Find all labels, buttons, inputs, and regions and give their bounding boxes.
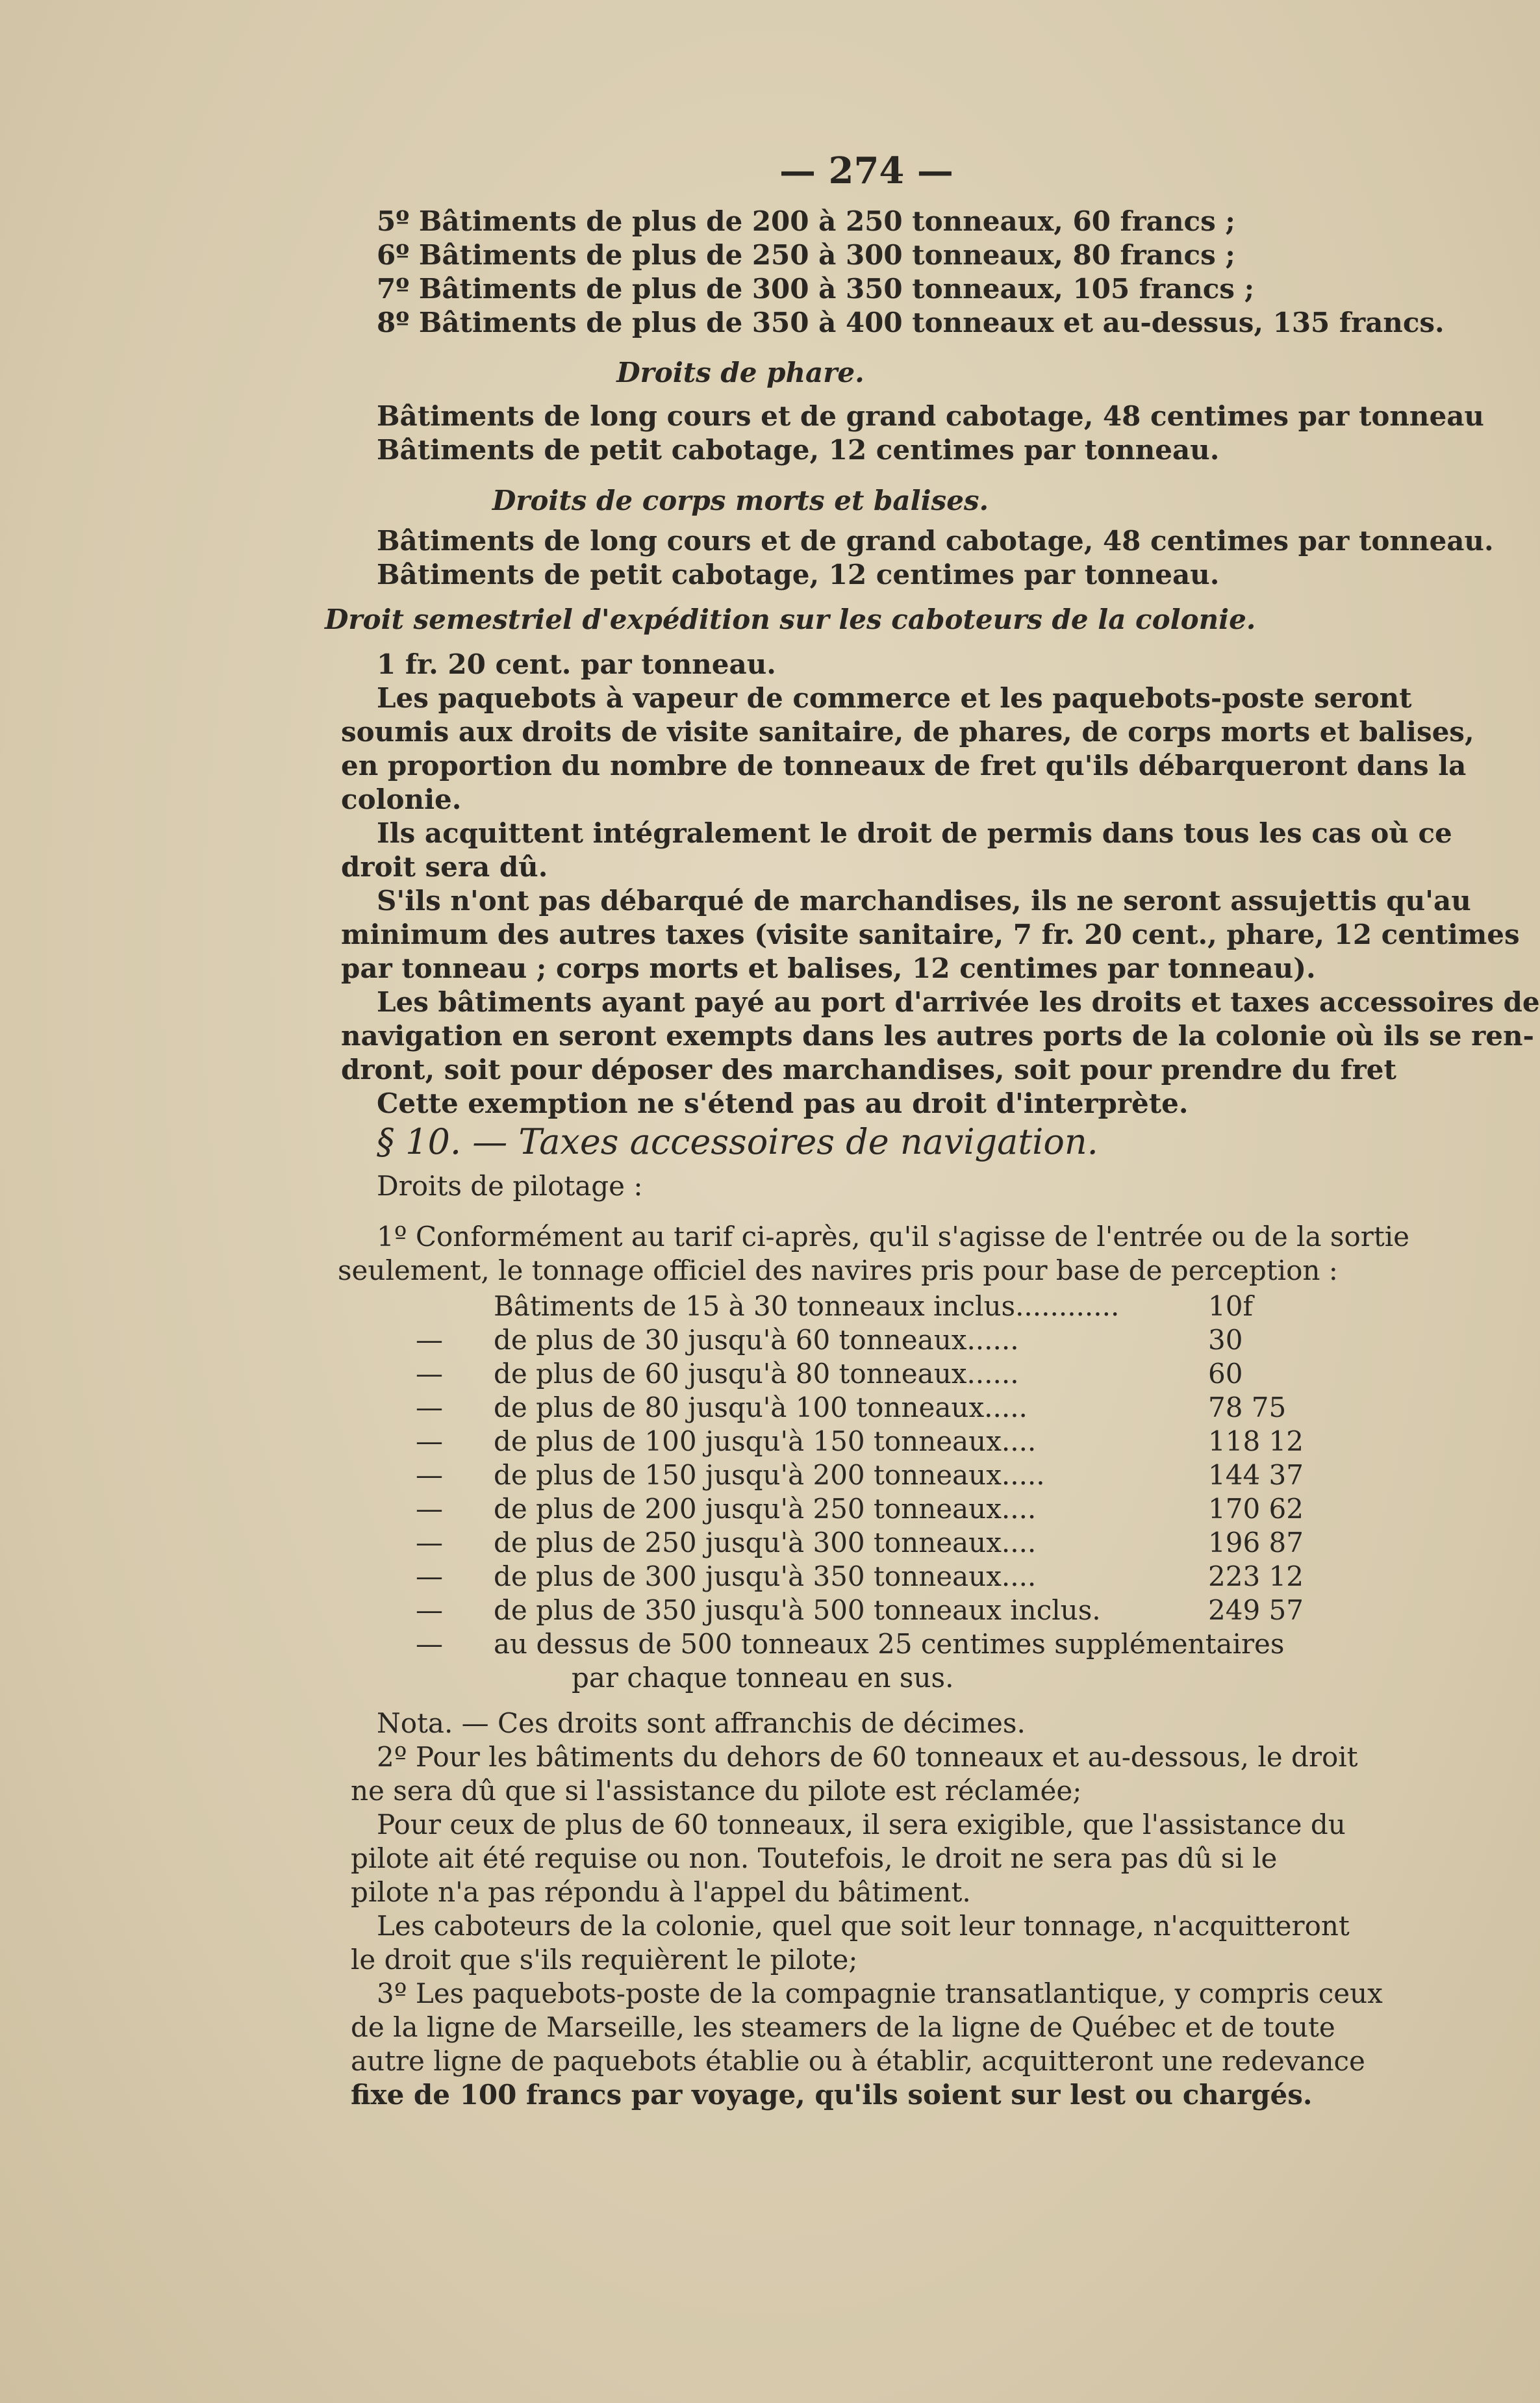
- text-line: 8º Bâtiments de plus de 350 à 400 tonneaux et au-dessus, 135 francs.: [377, 307, 1445, 338]
- text-line: S'ils n'ont pas débarqué de marchandises, ils ne seront assujettis qu'au: [377, 885, 1471, 917]
- text-line: Bâtiments de long cours et de grand cabotage, 48 centimes par tonneau: [377, 400, 1484, 432]
- text-line: Les caboteurs de la colonie, quel que soit leur tonnage, n'acquitteront: [377, 1910, 1350, 1942]
- text-line: ne sera dû que si l'assistance du pilote est réclamée;: [351, 1775, 1082, 1807]
- text-line: Les bâtiments ayant payé au port d'arrivée les droits et taxes accessoires de: [377, 986, 1540, 1018]
- text-line: soumis aux droits de visite sanitaire, de phares, de corps morts et balises,: [341, 716, 1474, 748]
- text-line: le droit que s'ils requièrent le pilote;: [351, 1944, 858, 1976]
- text-line: Bâtiments de long cours et de grand cabotage, 48 centimes par tonneau.: [377, 525, 1494, 557]
- text-line: fixe de 100 francs par voyage, qu'ils soient sur lest ou chargés.: [351, 2079, 1313, 2111]
- tariff-row: — de plus de 200 jusqu'à 250 tonneaux.... 170 62: [416, 1493, 1304, 1525]
- tariff-row: — de plus de 30 jusqu'à 60 tonneaux...... 30: [416, 1324, 1243, 1356]
- nota: Nota. — Ces droits sont affranchis de décimes.: [377, 1707, 1026, 1739]
- tariff-row: par chaque tonneau en sus.: [572, 1662, 954, 1694]
- text-line: droit sera dû.: [341, 851, 548, 883]
- text-line: minimum des autres taxes (visite sanitaire, 7 fr. 20 cent., phare, 12 centimes: [341, 919, 1520, 950]
- text-line: autre ligne de paquebots établie ou à établir, acquitteront une redevance: [351, 2045, 1365, 2077]
- text-line: 5º Bâtiments de plus de 200 à 250 tonneaux, 60 francs ;: [377, 205, 1235, 237]
- text-line: en proportion du nombre de tonneaux de fret qu'ils débarqueront dans la: [341, 750, 1467, 782]
- text-line: 3º Les paquebots-poste de la compagnie transatlantique, y compris ceux: [377, 1977, 1383, 2009]
- tariff-row: — de plus de 100 jusqu'à 150 tonneaux.... 118 12: [416, 1425, 1304, 1457]
- tariff-row: — de plus de 150 jusqu'à 200 tonneaux..... 144 37: [416, 1459, 1304, 1491]
- heading-semestriel: Droit semestriel d'expédition sur les caboteurs de la colonie.: [325, 604, 1256, 635]
- section-heading: § 10. — Taxes accessoires de navigation.: [377, 1121, 1098, 1162]
- text-line: Cette exemption ne s'étend pas au droit d'interprète.: [377, 1087, 1189, 1119]
- text-line: navigation en seront exempts dans les autres ports de la colonie où ils se ren-: [341, 1020, 1534, 1052]
- text-line: Ils acquittent intégralement le droit de permis dans tous les cas où ce: [377, 817, 1452, 849]
- tariff-row: — de plus de 80 jusqu'à 100 tonneaux..... 78 75: [416, 1392, 1287, 1423]
- text-line: 7º Bâtiments de plus de 300 à 350 tonneaux, 105 francs ;: [377, 273, 1255, 305]
- text-line: Les paquebots à vapeur de commerce et les paquebots-poste seront: [377, 682, 1412, 714]
- text-line: dront, soit pour déposer des marchandises, soit pour prendre du fret: [341, 1054, 1396, 1086]
- tariff-row: — de plus de 250 jusqu'à 300 tonneaux.... 196 87: [416, 1527, 1304, 1558]
- text-line: pilote n'a pas répondu à l'appel du bâtiment.: [351, 1876, 971, 1908]
- text-line: colonie.: [341, 783, 462, 815]
- text-line: de la ligne de Marseille, les steamers de la ligne de Québec et de toute: [351, 2011, 1335, 2043]
- text-line: pilote ait été requise ou non. Toutefois, le droit ne sera pas dû si le: [351, 1842, 1278, 1874]
- text-line: par tonneau ; corps morts et balises, 12 centimes par tonneau).: [341, 952, 1316, 984]
- tariff-row: — au dessus de 500 tonneaux 25 centimes supplémentaires: [416, 1628, 1285, 1660]
- text-line: 2º Pour les bâtiments du dehors de 60 tonneaux et au-dessous, le droit: [377, 1741, 1358, 1773]
- text-line: 6º Bâtiments de plus de 250 à 300 tonneaux, 80 francs ;: [377, 239, 1235, 271]
- heading-phare: Droits de phare.: [616, 357, 865, 388]
- text-line: Droits de pilotage :: [377, 1170, 643, 1202]
- tariff-row: — de plus de 60 jusqu'à 80 tonneaux...... 60: [416, 1358, 1243, 1390]
- tariff-row: — de plus de 350 jusqu'à 500 tonneaux inclus. 249 57: [416, 1594, 1304, 1626]
- tariff-row: — de plus de 300 jusqu'à 350 tonneaux.... 223 12: [416, 1560, 1304, 1592]
- text-line: Pour ceux de plus de 60 tonneaux, il sera exigible, que l'assistance du: [377, 1809, 1346, 1840]
- tariff-row: Bâtiments de 15 à 30 tonneaux inclus............ 10f: [494, 1290, 1253, 1322]
- page-number: — 274 —: [779, 149, 953, 192]
- text-line: Bâtiments de petit cabotage, 12 centimes par tonneau.: [377, 434, 1220, 466]
- text-line: 1 fr. 20 cent. par tonneau.: [377, 648, 776, 680]
- heading-corps-morts: Droits de corps morts et balises.: [492, 485, 989, 516]
- text-line: 1º Conformément au tarif ci-après, qu'il s'agisse de l'entrée ou de la sortie: [377, 1221, 1410, 1252]
- text-line: Bâtiments de petit cabotage, 12 centimes par tonneau.: [377, 559, 1220, 591]
- text-line: seulement, le tonnage officiel des navires pris pour base de perception :: [338, 1254, 1338, 1286]
